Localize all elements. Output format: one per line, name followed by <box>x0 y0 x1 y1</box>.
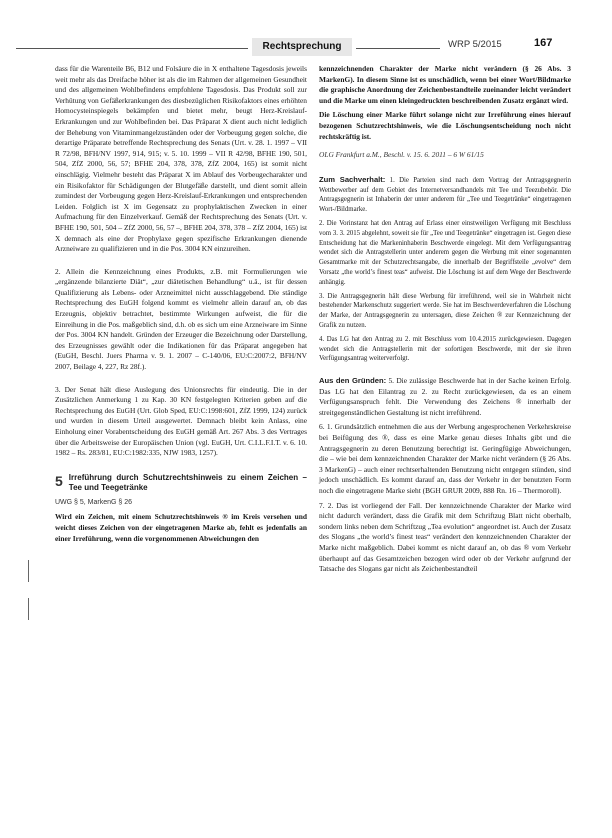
margin-line-mark <box>28 560 29 582</box>
section-heading <box>55 473 307 494</box>
paragraph: dass für die Warenteile B6, B12 und Folsäure die in X enthaltene Tagesdosis jeweils weit mehr als das Dreifache höher ist als die im Rahmen der allgemeinen Gesundheit und des allgemeinen Wohlbefindens empfohlene Tagesdosis. Das Produkt soll zur Verhütung von Gefäßerkrankungen des diesbezüglichen Risikofaktors eines erhöhten Homocysteinspiegels bekämpfen und bietet mehr, beugt Herz-Kreislauf-Erkrankungen und zur Wohlbefinden bei. Das Präparat X dient auch nicht lediglich der Behebung von Vitaminmangelzuständen oder der Vorbeugung gegen solche, die derartige Präparate betreffende Rechtsprechung des Senats (Urt. v. 28. 1. 1997 – VII R 72/98, BFH/NV 1997, 914, 915; v. 5. 10. 1999 – VII R 42/98, BFHE 190, 501, 504, ZfZ 2000, 56, 57; BFHE 204, 378, 378, ZfZ 2004, 165) ist somit nicht einschlägig. Vielmehr besteht das Präparat X im Ablauf des Vorbeugecharakter und ein Risikofaktor für Schädigungen der Blutgefäße darstellt, und dient somit allein zumindest der Vorbeugung gegen Herz-Kreislauf-Erkrankungen und entsprechenden Leiden. Folglich ist X im Gegensatz zu prophylaktischen Zwecken in einer Aufmachung für den Einzelverkauf. Gemäß der Rechtsprechung des Senats (Urt. v. BFHE 190, 501, 504 – ZfZ 2000, 56, 57 –, BFHE 204, 378, 378 – ZfZ 2004, 165) ist X demnach als eine der Prophylaxe gegen spezifische Erkrankungen dienende Arzneiware zu qualifizieren und in die Pos. 3004 KN einzureihen. <box>55 64 307 254</box>
headnote: Die Löschung einer Marke führt solange nicht zur Irreführung eines hierauf bezogenen Schutzrechtshinweis, wie die Löschungsentscheidung noch nicht rechtskräftig ist. <box>319 110 571 141</box>
statute-reference: UWG § 5, MarkenG § 26 <box>55 498 133 506</box>
paragraph <box>319 376 571 418</box>
paragraph <box>319 175 571 215</box>
paragraph: 3. Die Antragsgegnerin hält diese Werbung für irreführend, weil sie in Wahrheit nicht bestehender Markenschutz suggeriert werde. Sie hat im Beschwerdeverfahren die Löschung der Marke, der Antragsgegnerin zu untersagen, diese Zeichen ® zur Kennzeichnung der Grafik zu nutzen. <box>319 292 571 329</box>
journal-issue: WRP 5/2015 <box>448 39 502 50</box>
paragraph: 2. Allein die Kennzeichnung eines Produkts, z.B. mit Formulierungen wie „ergänzende bilanzierte Diät“, „zur diätetischen Behandlung“ u.ä., ist für dessen Qualifizierung als Lebens- oder Arzneimittel nicht ausschlaggebend. Die ständige Rechtsprechung des EuGH folgend kommt es vielmehr allein darauf an, ob das Erzeugnis, objektiv betrachtet, bestimmte Wirkungen aufweist, die für die Einreihung in die Pos. maßgeblich sind, d.h. ob es sich um eine Arzneiware im Sinne der Pos. 3004 KN handelt. Gründen der Erzeuger die Bezeichnung oder Darstellung, des Erzeugnisses gewählt oder die Indikationen für das Präparat angegeben hat (EuGH, Beschl. Juers Pharma v. 9. 1. 2007 – C-140/06, EU:C:2007:2, BFH/NV 2007, Beilage 4, 227, Rz 28f.). <box>55 266 307 372</box>
headnote-continued: kennzeichnenden Charakter der Marke nicht verändern (§ 26 Abs. 3 MarkenG). In diesem Sinne ist es unschädlich, wenn bei einer Wort/Bildmarke die graphische Anordnung der Zeichenbestandteile zueinander leicht verändert und die Marke um einen kleingedruckten beschreibenden Zusatz ergänzt wird. <box>319 64 571 105</box>
paragraph: 4. Das LG hat den Antrag zu 2. mit Beschluss vom 10.4.2015 zurückgewiesen. Dagegen wendet sich die Antragstellerin mit der sofortigen Beschwerde, mit der sie ihren Verfügungsantrag weiterverfolgt. <box>319 335 571 363</box>
header-rule-right <box>356 48 440 49</box>
headnote: Wird ein Zeichen, mit einem Schutzrechtshinweis ® im Kreis versehen und weicht dieses Zeichen von der eingetragenen Marke ab, fehlt es jedenfalls an einer Irreführung, wenn die vorgenommenen Abweichungen den <box>55 512 307 543</box>
paragraph: 2. Die Vorinstanz hat den Antrag auf Erlass einer einstweiligen Verfügung mit Beschluss vom 3. 3. 2015 abgelehnt, soweit sie für „Tee und Teegetränke“ eingetragen ist. Gegen diese Entscheidung hat die Markeninhaberin Beschwerde eingelegt. Mit dem Verfügungsantrag wendet sich die Antragstellerin unter anderem gegen die Werbung mit einer sogenannten Gesamtmarke mit der Schutzrechtsangabe, die innerhalb der Begriffsteile „evolve“ dem Vorsatz „the world’s finest teas“ aufweist. Die Löschung ist auf dem Wege der Beschwerde anhängig. <box>319 219 571 286</box>
court-citation: OLG Frankfurt a.M., Beschl. v. 15. 6. 2011 – 6 W 61/15 <box>319 150 484 160</box>
reasons-text: 5. Die zulässige Beschwerde hat in der Sache keinen Erfolg. Das LG hat den Eilantrag zu 2. zu Recht zurückgewiesen, da es an einem Verfügungsanspruch fehlt. Die Verwendung des Zeichens ® innerhalb der streitgegenständlichen Gestaltung ist nicht irreführend. <box>319 376 571 417</box>
left-column <box>55 64 307 548</box>
section-number: 5 <box>55 472 63 489</box>
facts-label: Zum Sachverhalt: <box>319 174 386 184</box>
page-header <box>16 34 596 56</box>
section-tab: Rechtsprechung <box>252 38 352 56</box>
header-rule-left <box>16 48 248 49</box>
paragraph: 3. Der Senat hält diese Auslegung des Unionsrechts für eindeutig. Die in der Zusätzlichen Anmerkung 1 zu Kap. 30 KN festgelegten Kriterien geben auf die Rechtsprechung des EuGH (Urt. Glob Sped, EU:C:1998:601, ZfZ 1999, 124) zurück und wurden in diesem Urteil ausgewertet. Demnach bleibt kein Anlass, eine Einholung einer Vorabentscheidung des EuGH gemäß Art. 267 Abs. 3 des Vertrages über die Arbeitsweise der Europäischen Union (vgl. EuGH, Urt. C.I.L.F.I.T. v. 6. 10. 1982 – Rs. 283/81, EU:C:1982:335, NJW 1983, 1257). <box>55 384 307 458</box>
paragraph: 6. 1. Grundsätzlich entnehmen die aus der Werbung angesprochenen Verkehrskreise bei Beifügung des ®, dass es eine Marke genau dieses Inhalts gibt und die Antragsgegnerin zu deren Benutzung berechtigt ist. Geringfügige Abweichungen, die – wie bei dem kennzeichnenden Charakter der Marke nicht verändern (§ 26 Abs. 3 MarkenG) – auch einer rechtserhaltenden Benutzung nicht entgegen stünden, sind jedoch unschädlich. Es kommt darauf an, dass der Verkehr in der benutzten Form noch die eingetragene Marke sieht (BGH GRUR 2009, 888 Rn. 16 – Thermoroll). <box>319 422 571 496</box>
margin-line-mark <box>28 598 29 620</box>
page-number: 167 <box>534 37 553 49</box>
section-title: Irreführung durch Schutzrechtshinweis zu einem Zeichen – Tee und Teegetränke <box>68 472 307 493</box>
right-column <box>319 64 571 579</box>
paragraph: 7. 2. Das ist vorliegend der Fall. Der kennzeichnende Charakter der Marke wird nicht dadurch verändert, dass die Grafik mit dem Schriftzug Blatt nicht oberhalb, sondern links neben dem Schriftzug „Tea evolution“ angeordnet ist. Auch der Zusatz des Slogans „the world’s finest teas“ verändert den kennzeichnenden Charakter der Marke nicht maßgeblich. Dabei kommt es nicht darauf an, ob das ® vom Verkehr überhaupt auf das Gesamtzeichen bezogen wird oder ob der Verkehr aufgrund der Tatsache des Slogans gar nicht als Zeichenbestandteil <box>319 500 571 574</box>
facts-text: 1. Die Parteien sind nach dem Vortrag der Antragsgegnerin Wettbewerber auf dem Gebiet des Internetversandhandels mit Tee und Teezubehör. Die Antragsgegnerin ist Inhaberin der unter anderem für „Tee und Teegetränke“ eingetragenen Wort-/Bildmarke. <box>319 176 571 214</box>
reasons-label: Aus den Gründen: <box>319 376 387 386</box>
